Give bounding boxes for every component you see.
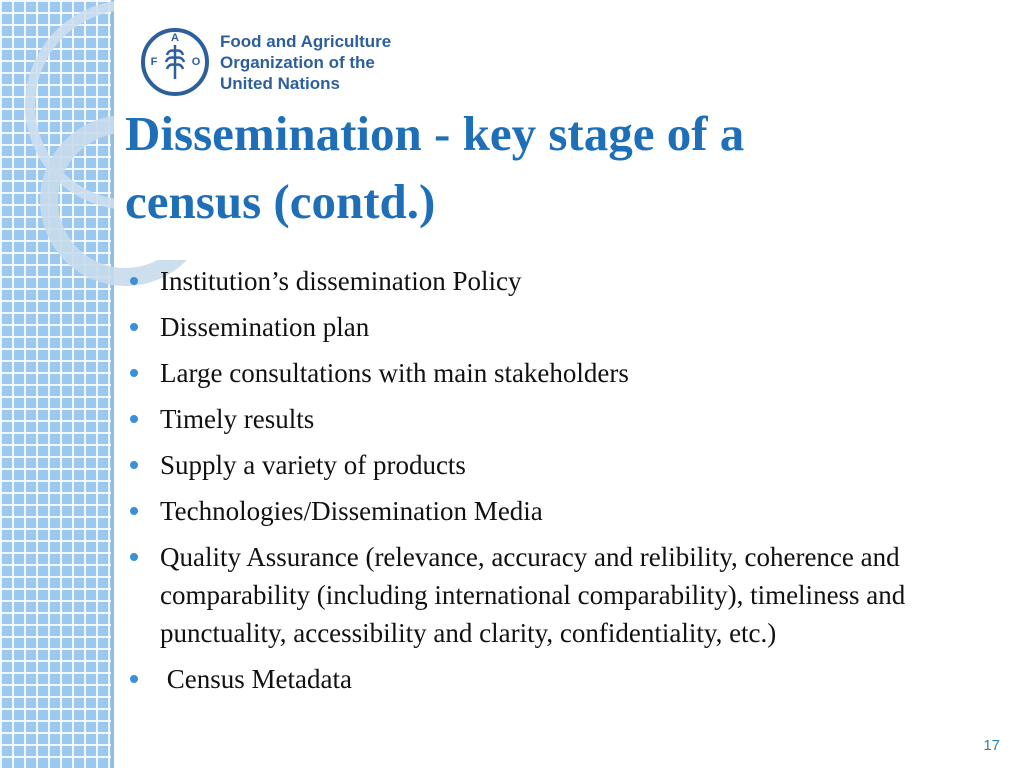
- bullet-dot-icon: [130, 507, 138, 515]
- fao-emblem-icon: [140, 27, 210, 97]
- emblem-letter-f: F: [150, 56, 158, 68]
- bullet-list: [130, 262, 980, 706]
- slide-title-line-2: census (contd.): [125, 174, 436, 229]
- list-item: Timely results: [130, 400, 980, 438]
- list-item: Institution’s dissemination Policy: [130, 262, 980, 300]
- org-name-line-2: Organization of the: [220, 52, 375, 72]
- page-number: 17: [983, 737, 1000, 754]
- list-item: Technologies/Dissemination Media: [130, 492, 980, 530]
- bullet-dot-icon: [130, 369, 138, 377]
- bullet-dot-icon: [130, 553, 138, 561]
- emblem-letter-a: A: [171, 32, 179, 44]
- org-name-line-1: Food and Agriculture: [220, 31, 392, 51]
- list-item: Supply a variety of products: [130, 446, 980, 484]
- list-item: Large consultations with main stakeholders: [130, 354, 980, 392]
- list-item: Dissemination plan: [130, 308, 980, 346]
- bullet-dot-icon: [130, 675, 138, 683]
- emblem-letter-o: O: [191, 56, 201, 68]
- org-name-line-3: United Nations: [220, 73, 340, 93]
- bullet-dot-icon: [130, 461, 138, 469]
- slide-title: [125, 100, 945, 236]
- bullet-dot-icon: [130, 415, 138, 423]
- list-item: Quality Assurance (relevance, accuracy and relibility, coherence and comparability (including international comparability), timeliness and punctuality, accessibility and clarity, confidentiality, etc.): [130, 538, 980, 652]
- bullet-dot-icon: [130, 277, 138, 285]
- bullet-dot-icon: [130, 323, 138, 331]
- fao-logo: [140, 27, 391, 97]
- org-name: [220, 31, 391, 94]
- list-item: Census Metadata: [130, 660, 980, 698]
- slide-title-line-1: Dissemination - key stage of a: [125, 106, 745, 161]
